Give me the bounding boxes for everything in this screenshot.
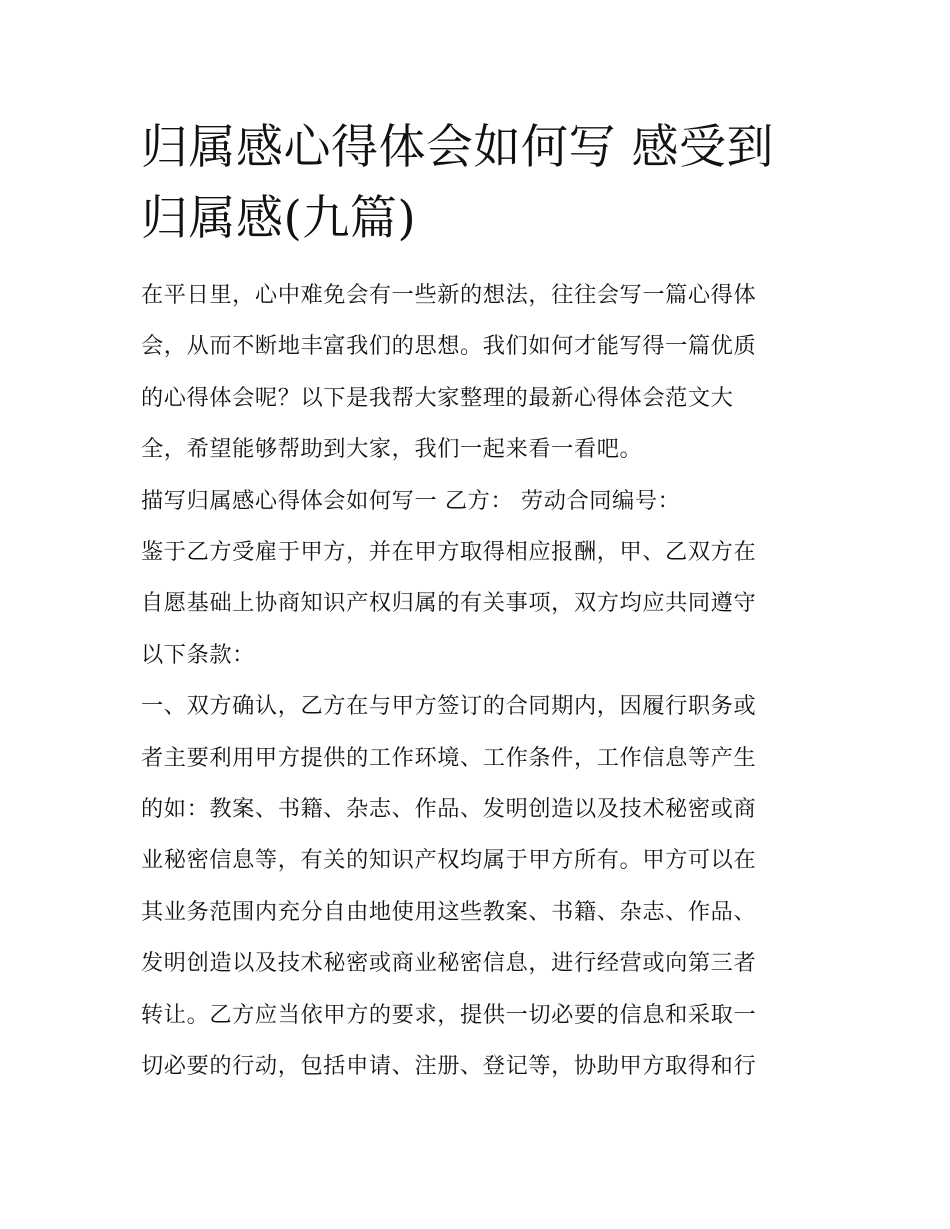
title-line-1: 归属感心得体会如何写 感受到 — [141, 120, 774, 175]
section-heading-line: 描写归属感心得体会如何写一 乙方： 劳动合同编号： — [141, 487, 681, 514]
body-line-16: 切必要的行动，包括申请、注册、登记等，协助甲方取得和行 — [141, 1053, 757, 1080]
body-line-8: 以下条款： — [141, 641, 255, 668]
body-line-12: 业秘密信息等，有关的知识产权均属于甲方所有。甲方可以在 — [141, 847, 757, 874]
body-line-7: 自愿基础上协商知识产权归属的有关事项，双方均应共同遵守 — [141, 590, 757, 617]
body-line-14: 发明创造以及技术秘密或商业秘密信息，进行经营或向第三者 — [141, 950, 757, 977]
body-line-15: 转让。乙方应当依甲方的要求，提供一切必要的信息和采取一 — [141, 1001, 757, 1028]
body-line-13: 其业务范围内充分自由地使用这些教案、书籍、杂志、作品、 — [141, 898, 757, 925]
document-body — [141, 112, 816, 1093]
body-line-6: 鉴于乙方受雇于甲方，并在甲方取得相应报酬，甲、乙双方在 — [141, 539, 757, 566]
body-line-10: 者主要利用甲方提供的工作环境、工作条件，工作信息等产生 — [141, 744, 757, 771]
body-line-9: 一、双方确认，乙方在与甲方签订的合同期内，因履行职务或 — [141, 693, 757, 720]
body-line-3: 的心得体会呢？以下是我帮大家整理的最新心得体会范文大 — [141, 384, 734, 411]
title-line-2: 归属感(九篇) — [141, 191, 417, 246]
body-line-1: 在平日里，心中难免会有一些新的想法，往往会写一篇心得体 — [141, 282, 757, 308]
document-title — [141, 112, 816, 254]
body-line-4: 全，希望能够帮助到大家，我们一起来看一看吧。 — [141, 436, 643, 463]
body-line-2: 会，从而不断地丰富我们的思想。我们如何才能写得一篇优质 — [141, 333, 757, 360]
body-line-11: 的如：教案、书籍、杂志、作品、发明创造以及技术秘密或商 — [141, 796, 757, 823]
